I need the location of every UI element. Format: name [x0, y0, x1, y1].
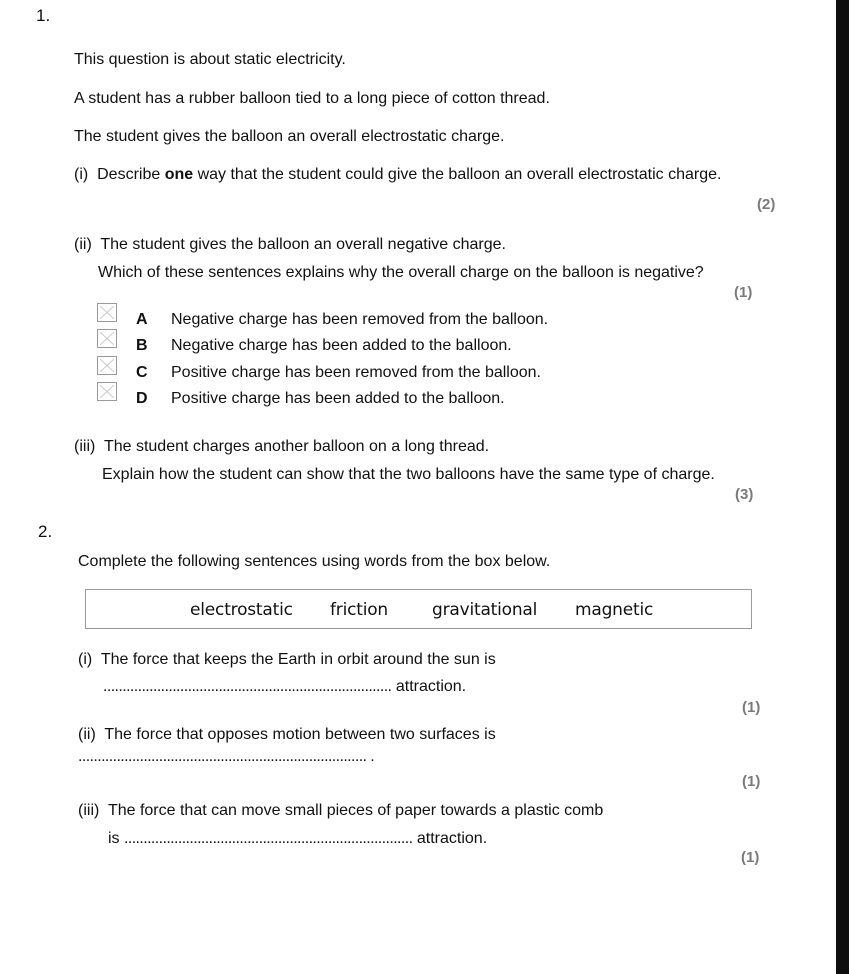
- q1-part-i-post: way that the student could give the balloon an overall electrostatic charge.: [193, 166, 722, 183]
- q2-part-ii-blank[interactable]: ........................................................................... .: [78, 748, 375, 765]
- q2-part-iii-text: The force that can move small pieces of paper towards a plastic comb: [107, 802, 604, 819]
- option-d-checkbox[interactable]: [97, 382, 117, 401]
- option-d-text: Positive charge has been added to the balloon.: [171, 390, 505, 407]
- q2-part-iii-answer-line: [108, 829, 487, 849]
- word-bank-friction: friction: [330, 600, 389, 620]
- q1-part-iii-question: Explain how the student can show that the two balloons have the same type of charge.: [102, 466, 715, 483]
- question-2-number: 2.: [38, 522, 53, 541]
- option-b-checkbox[interactable]: [97, 329, 117, 348]
- checkbox-cross-icon: [100, 306, 114, 319]
- q1-intro-line-3: The student gives the balloon an overall electrostatic charge.: [74, 128, 505, 145]
- q2-part-i-label: (i): [78, 651, 93, 668]
- q1-part-ii-marks: (1): [734, 284, 753, 301]
- q2-part-ii-marks: (1): [742, 773, 761, 790]
- option-b-text: Negative charge has been added to the balloon.: [171, 337, 512, 354]
- checkbox-cross-icon: [100, 385, 114, 398]
- q2-part-ii-label: (ii): [78, 726, 96, 743]
- q1-part-i-marks: (2): [757, 196, 776, 213]
- q2-part-i-blank[interactable]: ...........................................................................: [103, 678, 392, 695]
- q1-part-i-prompt: [74, 165, 721, 185]
- q2-part-iii-marks: (1): [741, 849, 760, 866]
- q2-instruction: Complete the following sentences using words from the box below.: [78, 553, 551, 570]
- q1-part-i-pre: Describe: [97, 166, 165, 183]
- q2-part-iii-label: (iii): [78, 802, 100, 819]
- q1-part-i-label: (i): [74, 166, 89, 183]
- q2-part-i-marks: (1): [742, 699, 761, 716]
- option-b-letter: B: [136, 337, 148, 354]
- word-bank-electrostatic: electrostatic: [190, 600, 293, 620]
- q2-part-iii-blank[interactable]: ...........................................................................: [124, 830, 413, 847]
- q1-part-iii-text: The student charges another balloon on a long thread.: [103, 438, 490, 455]
- q2-part-ii-text: The force that opposes motion between two surfaces is: [104, 726, 496, 743]
- option-a-letter: A: [136, 311, 148, 328]
- option-c-checkbox[interactable]: [97, 356, 117, 375]
- q2-part-i-answer-line: [103, 677, 466, 697]
- q2-part-ii-prompt: [78, 725, 496, 745]
- q2-part-iii-end: attraction.: [416, 830, 488, 847]
- q1-part-iii-label: (iii): [74, 438, 96, 455]
- option-c-letter: C: [136, 364, 148, 381]
- option-c-text: Positive charge has been removed from the balloon.: [171, 364, 541, 381]
- q1-part-i-bold: one: [164, 166, 194, 183]
- q2-part-iii-is: is: [108, 830, 120, 847]
- word-bank-gravitational: gravitational: [432, 600, 538, 620]
- word-bank-magnetic: magnetic: [575, 600, 654, 620]
- q2-part-i-prompt: [78, 650, 496, 670]
- q1-part-iii-marks: (3): [735, 486, 754, 503]
- option-a-text: Negative charge has been removed from the balloon.: [171, 311, 549, 328]
- q1-part-ii-question: Which of these sentences explains why the overall charge on the balloon is negative?: [98, 264, 704, 281]
- q1-part-ii-prompt: [74, 235, 506, 255]
- q2-part-i-text: The force that keeps the Earth in orbit around the sun is: [100, 651, 496, 668]
- q2-part-iii-prompt: [78, 801, 603, 821]
- q1-part-ii-text: The student gives the balloon an overall negative charge.: [100, 236, 506, 253]
- q2-part-i-end: attraction.: [395, 678, 467, 695]
- q1-part-iii-prompt: [74, 437, 489, 457]
- q1-intro-line-2: A student has a rubber balloon tied to a long piece of cotton thread.: [74, 90, 550, 107]
- page-edge-shadow: [836, 0, 849, 974]
- checkbox-cross-icon: [100, 332, 114, 345]
- q1-intro-line-1: This question is about static electricity.: [74, 51, 346, 68]
- question-1-number: 1.: [36, 6, 51, 25]
- q1-part-ii-label: (ii): [74, 236, 92, 253]
- checkbox-cross-icon: [100, 359, 114, 372]
- option-d-letter: D: [136, 390, 148, 407]
- option-a-checkbox[interactable]: [97, 303, 117, 322]
